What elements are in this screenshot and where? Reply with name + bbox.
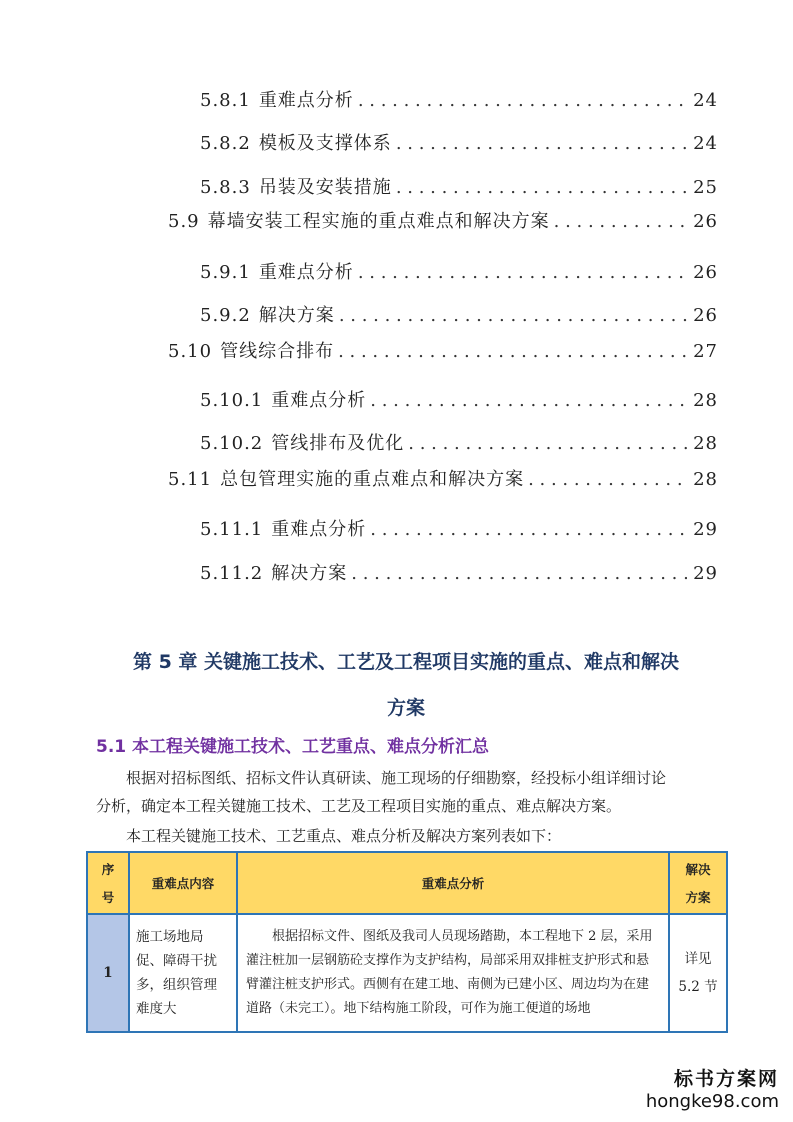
toc-leader [358,262,687,283]
toc-entry[interactable] [200,301,718,327]
toc-page: 28 [693,390,718,411]
header-plan [669,852,727,914]
toc-title: 管线排布及优化 [271,433,405,454]
toc-number: 5.10 [168,341,213,362]
cell-seq: 1 [87,914,129,1032]
header-seq [87,852,129,914]
chapter-title-line: 方案 [386,697,425,719]
header-seq-line: 号 [101,890,115,905]
toc-title: 重难点分析 [271,390,367,411]
header-content: 重难点内容 [129,852,237,914]
issues-table [86,851,728,1033]
toc-number: 5.8.3 [200,177,251,198]
toc-number: 5.10.2 [200,433,264,454]
cell-analysis-text: 根据招标文件、图纸及我司人员现场踏勘，本工程地下 2 层，采用灌注桩加一层钢筋砼支撑作为支护结构，局部采用双排桩支护形式和悬臂灌注桩支护形式。西侧有在建工地、南侧为已建小区、周边均为在建道路（未完工）。地下结构施工阶段，可作为施工便道的场地 [246,929,653,1016]
toc-title: 总包管理实施的重点难点和解决方案 [220,469,525,490]
section-title: 5.1 本工程关键施工技术、工艺重点、难点分析汇总 [96,737,490,757]
paragraph-line: 分析，确定本工程关键施工技术、工艺及工程项目实施的重点、难点解决方案。 [96,797,622,815]
toc-entry[interactable] [200,129,718,155]
toc-leader [338,341,687,362]
table-row [87,914,727,1032]
toc-leader [370,519,687,540]
toc-page: 25 [693,177,718,198]
toc-page: 26 [693,262,718,283]
toc-title: 管线综合排布 [220,341,335,362]
toc-leader [396,177,687,198]
toc-title: 吊装及安装措施 [258,177,392,198]
header-plan-line: 方案 [685,890,711,905]
toc-leader [554,211,687,232]
cell-plan [669,914,727,1032]
toc-leader [351,563,687,584]
toc-page: 24 [693,90,718,111]
cell-content: 施工场地局促、障碍干扰多，组织管理难度大 [129,914,237,1032]
paragraph-line: 根据对招标图纸、招标文件认真研读、施工现场的仔细勘察，经投标小组详细讨论 [126,769,667,787]
toc-leader [528,469,687,490]
toc-page: 26 [693,305,718,326]
toc-page: 28 [693,469,718,490]
toc-number: 5.9.2 [200,305,251,326]
toc-number: 5.9.1 [200,262,251,283]
toc-leader [396,133,687,154]
toc-entry[interactable] [200,173,718,199]
toc-title: 解决方案 [258,305,335,326]
toc-title: 重难点分析 [258,262,354,283]
toc-page: 27 [693,341,718,362]
toc-page: 24 [693,133,718,154]
paragraph: 本工程关键施工技术、工艺重点、难点分析及解决方案列表如下： [126,827,562,845]
watermark [646,1064,779,1112]
toc-title: 重难点分析 [258,90,354,111]
toc-leader [339,305,687,326]
toc-number: 5.8.2 [200,133,251,154]
toc-entry[interactable] [200,258,718,284]
watermark-title: 标书方案网 [673,1068,779,1090]
toc-entry[interactable] [168,337,718,363]
toc-entry[interactable] [168,207,718,233]
chapter-title [96,644,716,726]
toc-entry[interactable] [200,429,718,455]
paragraph [96,764,726,820]
toc-title: 重难点分析 [271,519,367,540]
toc-leader [408,433,687,454]
toc-page: 28 [693,433,718,454]
toc-page: 29 [693,563,718,584]
toc-title: 解决方案 [271,563,348,584]
toc-number: 5.8.1 [200,90,251,111]
toc-leader [370,390,687,411]
toc-page: 29 [693,519,718,540]
toc-leader [358,90,687,111]
header-analysis: 重难点分析 [237,852,669,914]
toc-entry[interactable] [200,386,718,412]
toc-number: 5.10.1 [200,390,264,411]
toc-title: 幕墙安装工程实施的重点难点和解决方案 [207,211,550,232]
cell-analysis [237,914,669,1032]
chapter-title-line: 第 5 章 关键施工技术、工艺及工程项目实施的重点、难点和解决 [132,651,680,673]
toc-title: 模板及支撑体系 [258,133,392,154]
toc-entry[interactable] [168,465,718,491]
toc-entry[interactable] [200,559,718,585]
watermark-url: hongke98.com [645,1091,779,1112]
header-plan-line: 解决 [685,862,711,877]
toc-number: 5.9 [168,211,200,232]
toc-number: 5.11.1 [200,519,264,540]
toc-page: 26 [693,211,718,232]
toc-entry[interactable] [200,86,718,112]
toc-number: 5.11 [168,469,213,490]
header-seq-line: 序 [101,862,115,877]
table-header-row [87,852,727,914]
cell-plan-line: 5.2 节 [678,979,718,995]
toc-entry[interactable] [200,515,718,541]
cell-plan-line: 详见 [684,951,712,967]
toc-number: 5.11.2 [200,563,264,584]
